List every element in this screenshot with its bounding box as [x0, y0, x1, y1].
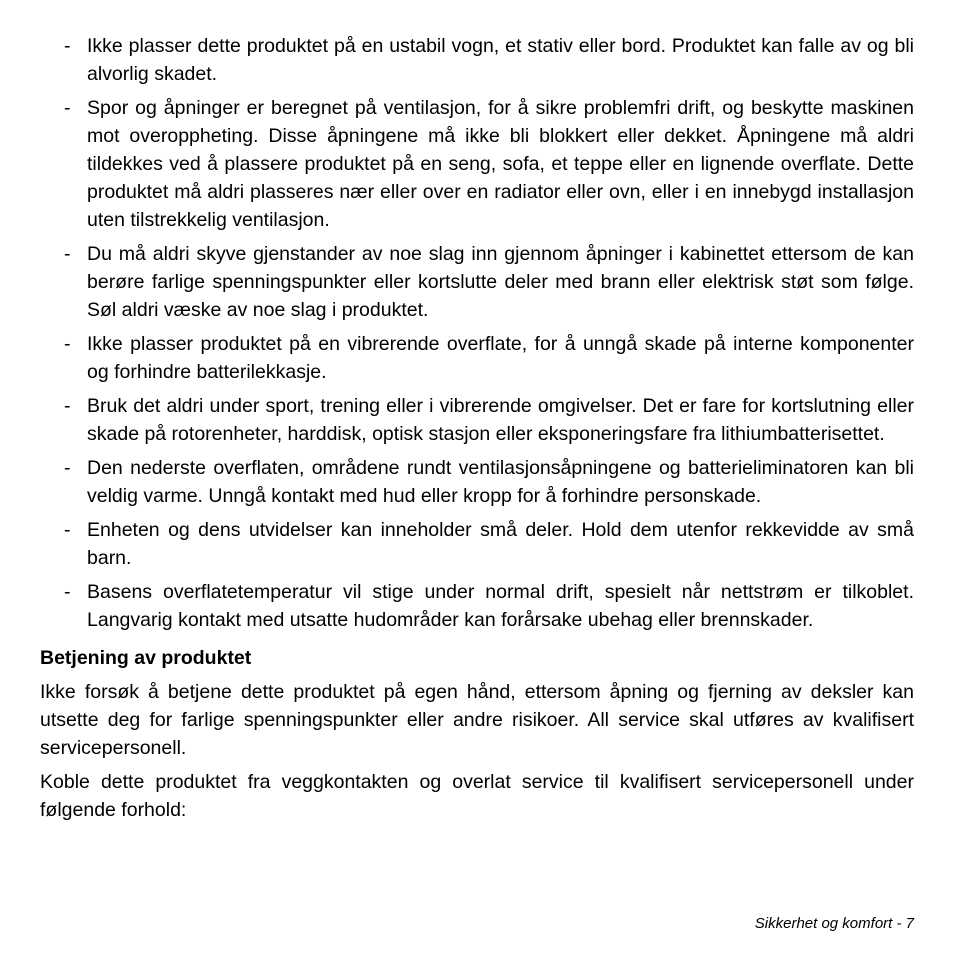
- list-item: [40, 32, 914, 88]
- safety-bullet-list: [40, 32, 914, 634]
- bullet-dash: -: [64, 97, 71, 119]
- section-paragraph: Ikke forsøk å betjene dette produktet på egen hånd, ettersom åpning og fjerning av deksler kan utsette deg for farlige spenningspunkter eller andre risikoer. All service skal utføres av kvalifisert servicepersonell.: [40, 681, 914, 759]
- section-heading: Betjening av produktet: [40, 647, 252, 669]
- bullet-text: Spor og åpninger er beregnet på ventilasjon, for å sikre problemfri drift, og beskytte maskinen mot overoppheting. Disse åpningene må ikke bli blokkert eller dekket. Åpningene må aldri tildekkes ved å plassere produktet på en seng, sofa, et teppe eller en lignende overflate. Dette produktet må aldri plasseres nær eller over en radiator eller ovn, eller i en innebygd installasjon uten tilstrekkelig ventilasjon.: [87, 97, 914, 231]
- bullet-text: Den nederste overflaten, områdene rundt ventilasjonsåpningene og batterieliminatoren kan bli veldig varme. Unngå kontakt med hud eller kropp for å forhindre personskade.: [87, 457, 914, 507]
- section-paragraph: Koble dette produktet fra veggkontakten og overlat service til kvalifisert servicepersonell under følgende forhold:: [40, 771, 914, 821]
- bullet-dash: -: [64, 333, 71, 355]
- list-item: [40, 240, 914, 324]
- list-item: [40, 578, 914, 634]
- bullet-text: Basens overflatetemperatur vil stige under normal drift, spesielt når nettstrøm er tilkoblet. Langvarig kontakt med utsatte hudområder kan forårsake ubehag eller brennskader.: [87, 581, 914, 631]
- bullet-text: Du må aldri skyve gjenstander av noe slag inn gjennom åpninger i kabinettet ettersom de kan berøre farlige spenningspunkter eller kortslutte deler med brann eller elektrisk støt som følge. Søl aldri væske av noe slag i produktet.: [87, 243, 914, 321]
- list-item: [40, 392, 914, 448]
- document-page: [40, 32, 914, 830]
- bullet-dash: -: [64, 519, 71, 541]
- bullet-text: Enheten og dens utvidelser kan inneholder små deler. Hold dem utenfor rekkevidde av små barn.: [87, 519, 914, 569]
- page-footer: Sikkerhet og komfort - 7: [754, 915, 914, 932]
- bullet-text: Ikke plasser dette produktet på en ustabil vogn, et stativ eller bord. Produktet kan falle av og bli alvorlig skadet.: [87, 35, 914, 85]
- bullet-dash: -: [64, 581, 71, 603]
- bullet-dash: -: [64, 395, 71, 417]
- list-item: [40, 94, 914, 234]
- list-item: [40, 516, 914, 572]
- bullet-dash: -: [64, 243, 71, 265]
- bullet-dash: -: [64, 457, 71, 479]
- bullet-text: Bruk det aldri under sport, trening eller i vibrerende omgivelser. Det er fare for kortslutning eller skade på rotorenheter, harddisk, optisk stasjon eller eksponeringsfare fra lithiumbatterisettet.: [87, 395, 914, 445]
- bullet-text: Ikke plasser produktet på en vibrerende overflate, for å unngå skade på interne komponenter og forhindre batterilekkasje.: [87, 333, 914, 383]
- list-item: [40, 330, 914, 386]
- bullet-dash: -: [64, 35, 71, 57]
- list-item: [40, 454, 914, 510]
